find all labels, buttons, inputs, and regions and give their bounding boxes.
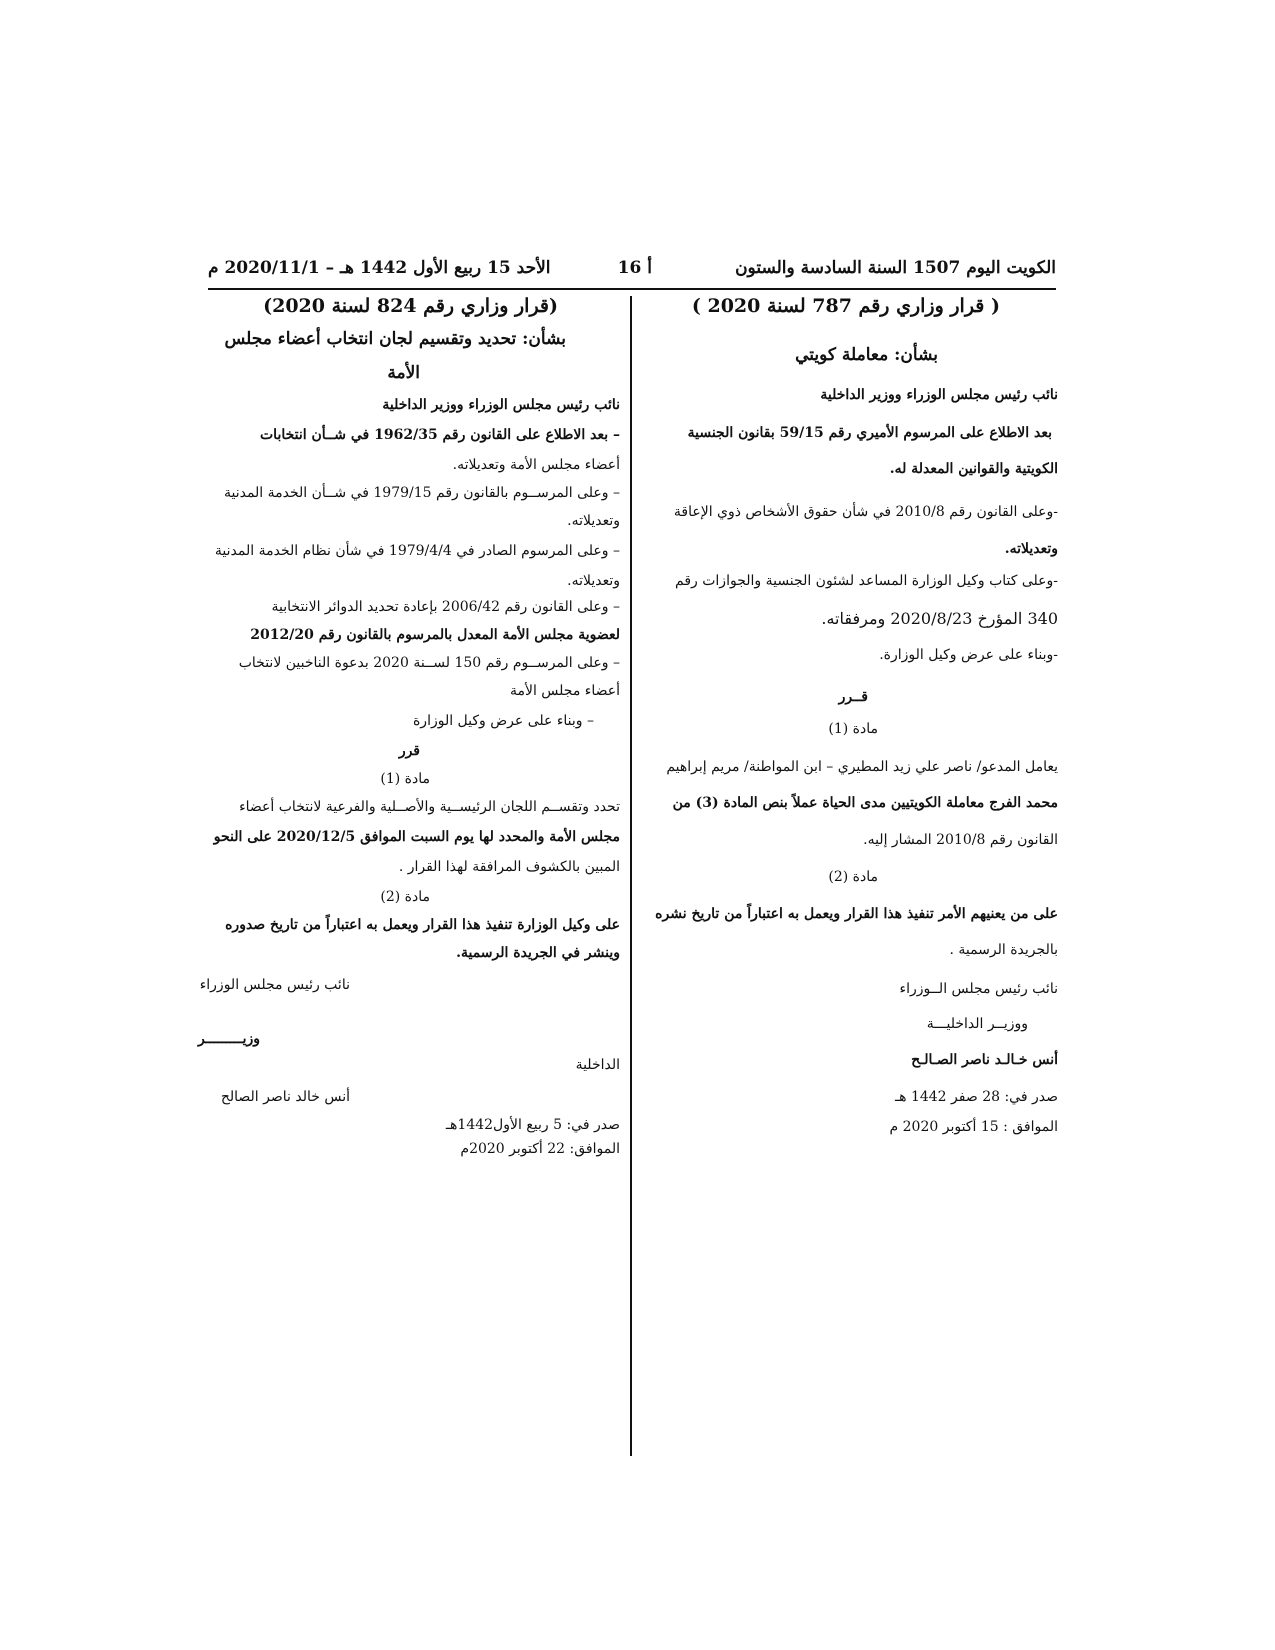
decree-787-issuer: نائب رئيس مجلس الوزراء ووزير الداخلية <box>820 387 1058 403</box>
article-line: القانون رقم 2010/8 المشار إليه. <box>863 832 1058 848</box>
article-line: محمد الفرج معاملة الكويتيين مدى الحياة عملاً بنص المادة (3) من <box>672 795 1058 811</box>
decree-787-column <box>646 295 1058 1198</box>
recital-line: أعضاء مجلس الأمة وتعديلاته. <box>452 457 620 473</box>
recital-line: – وعلى المرســوم رقم 150 لســنة 2020 بدعوة الناخبين لانتخاب <box>238 655 620 671</box>
page-number: أ 16 <box>617 258 652 278</box>
recital-line: وتعديلاته. <box>1004 541 1058 557</box>
issue-info: الكويت اليوم 1507 السنة السادسة والستون <box>735 258 1056 278</box>
article-1-title: مادة (1) <box>380 771 430 787</box>
header-rule <box>208 288 1056 290</box>
recital-line: – وعلى المرســوم بالقانون رقم 1979/15 في شــأن الخدمة المدنية <box>223 485 620 501</box>
decided-heading: قرر <box>398 743 420 759</box>
decree-824-title: (قرار وزاري رقم 824 لسنة 2020) <box>263 295 558 317</box>
recital-line: وتعديلاته. <box>567 513 620 529</box>
recital-line: 340 المؤرخ 2020/8/23 ومرفقاته. <box>821 609 1058 628</box>
decided-heading: قــرر <box>838 689 868 705</box>
article-line: يعامل المدعو/ ناصر علي زيد المطيري – ابن المواطنة/ مريم إبراهيم <box>666 759 1058 775</box>
signature-title: نائب رئيس مجلس الوزراء <box>199 977 350 993</box>
column-divider <box>630 296 632 1456</box>
recital-line: – بعد الاطلاع على القانون رقم 1962/35 في شــأن انتخابات <box>260 427 620 443</box>
issued-date: صدر في: 28 صفر 1442 هـ <box>895 1089 1058 1105</box>
decree-787-title: ( قرار وزاري رقم 787 لسنة 2020 ) <box>691 295 1000 317</box>
recital-line: -وبناء على عرض وكيل الوزارة. <box>879 647 1058 663</box>
recital-line: بعد الاطلاع على المرسوم الأميري رقم 59/15 بقانون الجنسية <box>687 425 1052 441</box>
article-line: المبين بالكشوف المرافقة لهذا القرار . <box>398 859 620 875</box>
issued-date: صدر في: 5 ربيع الأول1442هـ <box>445 1117 620 1133</box>
recital-line: الكويتية والقوانين المعدلة له. <box>889 461 1058 477</box>
article-line: تحدد وتقســم اللجان الرئيســية والأصــلية والفرعية لانتخاب أعضاء <box>239 799 620 815</box>
recital-line: -وعلى القانون رقم 2010/8 في شأن حقوق الأشخاص ذوي الإعاقة <box>673 504 1058 520</box>
signature-title: الداخلية <box>575 1057 620 1073</box>
article-1-title: مادة (1) <box>828 721 878 737</box>
signatory-name: أنس خالد ناصر الصالح <box>220 1089 350 1105</box>
recital-line: لعضوية مجلس الأمة المعدل بالمرسوم بالقانون رقم 2012/20 <box>250 627 620 643</box>
signature-title: نائب رئيس مجلس الــوزراء <box>899 981 1058 997</box>
corresponding-date: الموافق: 22 أكتوبر 2020م <box>460 1141 620 1157</box>
signature-title: وزيـــــــــر <box>197 1031 260 1047</box>
recital-line: – وعلى المرسوم الصادر في 1979/4/4 في شأن نظام الخدمة المدنية <box>214 543 620 559</box>
recital-line: أعضاء مجلس الأمة <box>509 683 620 699</box>
page-header <box>208 258 1056 286</box>
article-line: مجلس الأمة والمحدد لها يوم السبت الموافق 2020/12/5 على النحو <box>213 829 620 845</box>
recital-line: وتعديلاته. <box>567 573 620 589</box>
article-line: بالجريدة الرسمية . <box>949 942 1058 958</box>
decree-824-subject-cont: الأمة <box>387 363 420 383</box>
recital-line: -وعلى كتاب وكيل الوزارة المساعد لشئون الجنسية والجوازات رقم <box>675 573 1058 589</box>
article-line: وينشر في الجريدة الرسمية. <box>456 945 620 961</box>
decree-824-subject: بشأن: تحديد وتقسيم لجان انتخاب أعضاء مجلس <box>224 329 566 349</box>
signatory-name: أنس خـالـد ناصر الصـالـح <box>911 1052 1058 1068</box>
issue-date: الأحد 15 ربيع الأول 1442 هـ – 2020/11/1 م <box>208 258 551 278</box>
article-line: على وكيل الوزارة تنفيذ هذا القرار ويعمل به اعتباراً من تاريخ صدوره <box>225 917 620 933</box>
corresponding-date: الموافق : 15 أكتوبر 2020 م <box>889 1119 1058 1135</box>
decree-824-column <box>197 295 620 1218</box>
article-2-title: مادة (2) <box>380 889 430 905</box>
recital-line: – وبناء على عرض وكيل الوزارة <box>412 713 594 729</box>
recital-line: – وعلى القانون رقم 2006/42 بإعادة تحديد الدوائر الانتخابية <box>271 599 620 615</box>
signature-title: ووزيــر الداخليـــة <box>926 1016 1028 1032</box>
article-line: على من يعنيهم الأمر تنفيذ هذا القرار ويعمل به اعتباراً من تاريخ نشره <box>655 906 1058 922</box>
article-2-title: مادة (2) <box>828 869 878 885</box>
decree-824-issuer: نائب رئيس مجلس الوزراء ووزير الداخلية <box>382 397 620 413</box>
decree-787-subject: بشأن: معاملة كويتي <box>795 345 938 365</box>
